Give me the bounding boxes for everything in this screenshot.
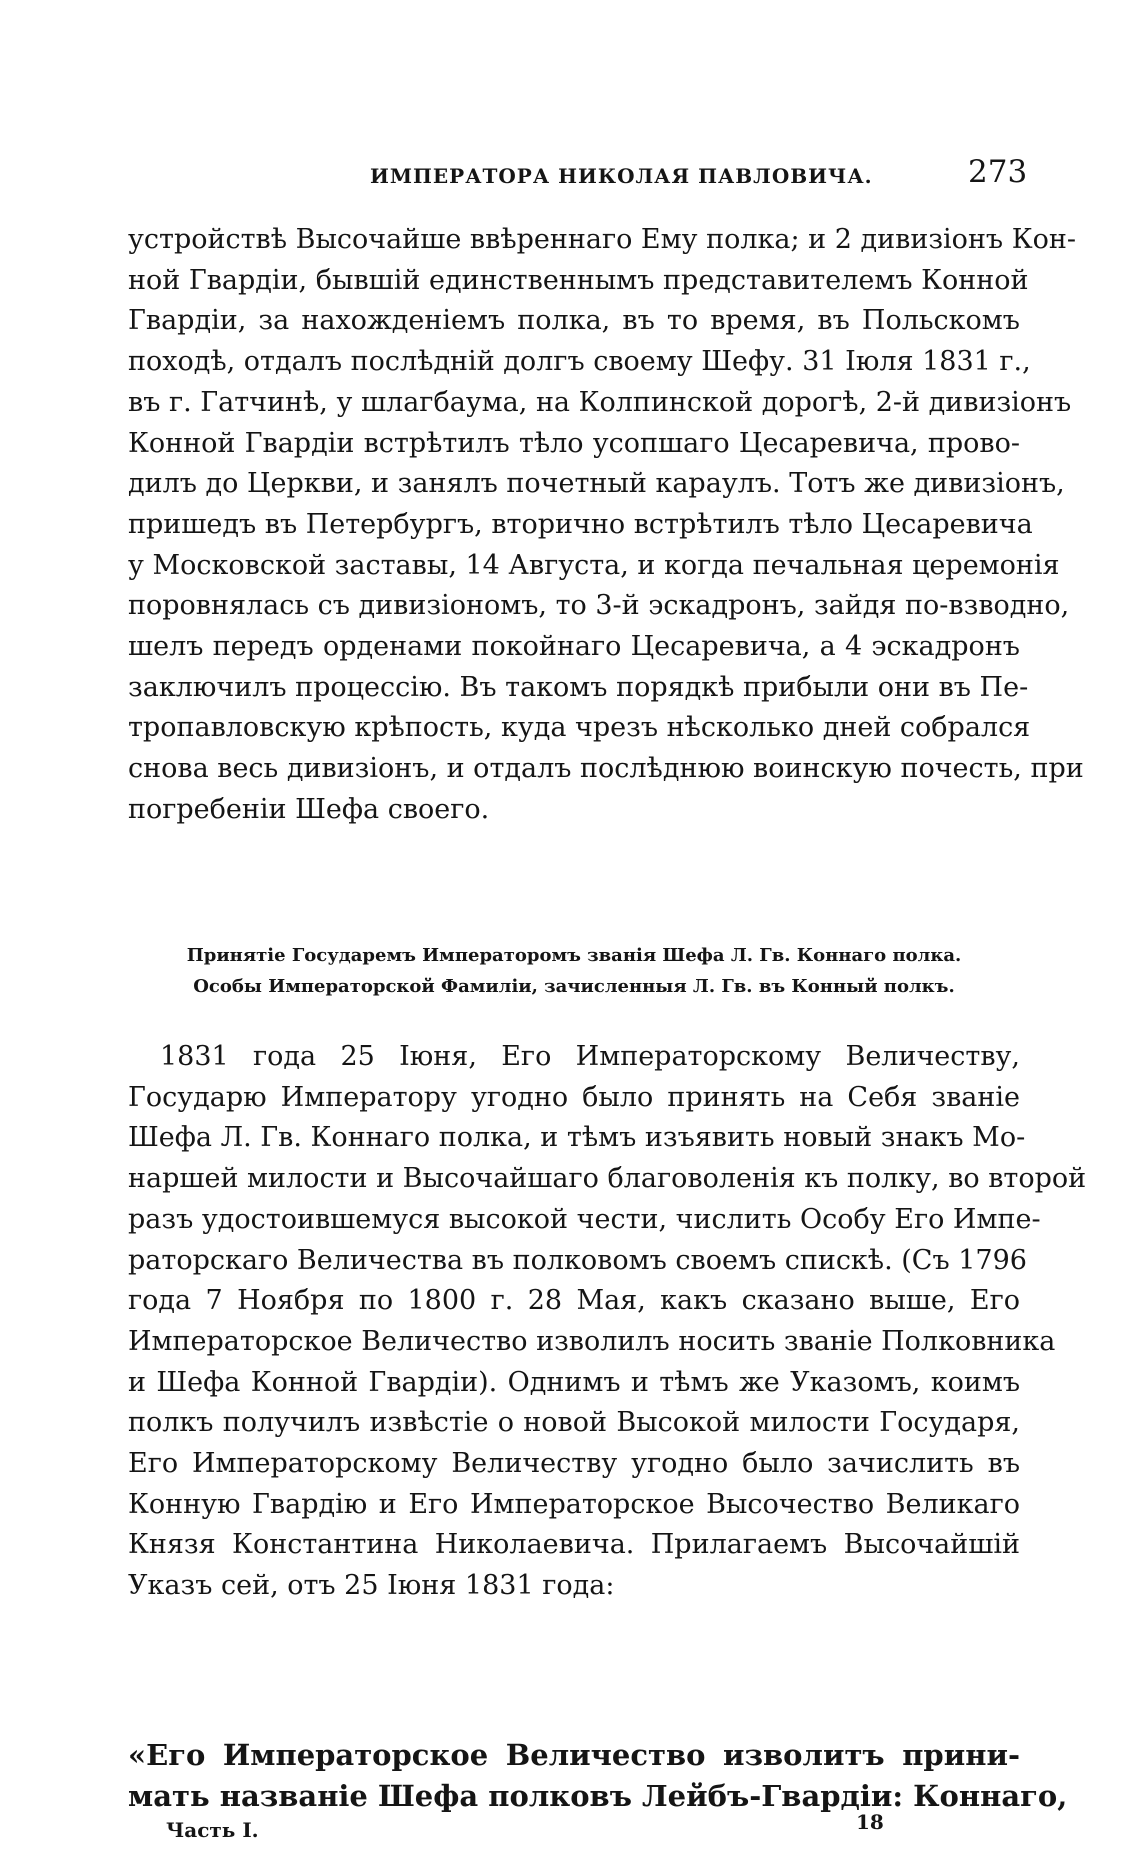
running-head xyxy=(0,150,1140,200)
text-line: ной Гвардіи, бывшій единственнымъ представителемъ Конной xyxy=(128,264,1029,296)
text-line: мать названіе Шефа полковъ Лейбъ-Гвардіи: Коннаго, xyxy=(128,1778,1068,1813)
text-line: разъ удостоившемуся высокой чести, числить Особу Его Импе- xyxy=(128,1203,1041,1235)
text-line: пришедъ въ Петербургъ, вторично встрѣтилъ тѣло Цесаревича xyxy=(128,508,1033,540)
text-line: погребеніи Шефа своего. xyxy=(128,793,490,825)
text-line: Указъ сей, отъ 25 Іюня 1831 года: xyxy=(128,1570,615,1602)
signature-label: Часть I. xyxy=(166,1818,259,1842)
text-line: дилъ до Церкви, и занялъ почетный караулъ. Тотъ же дивизіонъ, xyxy=(128,468,1065,500)
signature-number: 18 xyxy=(856,1810,884,1834)
text-line: въ г. Гатчинѣ, у шлагбаума, на Колпинской дорогѣ, 2-й дивизіонъ xyxy=(128,386,1072,418)
text-line: и Шефа Конной Гвардіи). Однимъ и тѣмъ же Указомъ, коимъ xyxy=(128,1366,1020,1398)
text-line: Императорское Величество изволилъ носить званіе Полковника xyxy=(128,1325,1056,1357)
text-line: 1831 года 25 Іюня, Его Императорскому Величеству, xyxy=(160,1041,1020,1072)
text-line: наршей милости и Высочайшаго благоволенія къ полку, во второй xyxy=(128,1163,1087,1195)
page-footer xyxy=(0,1810,1140,1850)
text-line: Его Императорскому Величеству угодно было зачислить въ xyxy=(128,1448,1020,1480)
text-line: Шефа Л. Гв. Коннаго полка, и тѣмъ изъявить новый знакъ Мо- xyxy=(128,1122,1026,1154)
paragraph-1 xyxy=(128,220,1084,831)
text-line: «Его Императорское Величество изволитъ прини- xyxy=(128,1738,1020,1772)
page-number: 273 xyxy=(968,154,1028,190)
text-line: Гвардіи, за нахожденіемъ полка, въ то время, въ Польскомъ xyxy=(128,305,1020,337)
text-line: устройствѣ Высочайше ввѣреннаго Ему полка; и 2 дивизіонъ Кон- xyxy=(128,224,1076,255)
section-heading xyxy=(128,940,1020,1002)
text-line: походѣ, отдалъ послѣдній долгъ своему Шефу. 31 Іюля 1831 г., xyxy=(128,346,1031,378)
text-line: раторскаго Величества въ полковомъ своемъ спискѣ. (Съ 1796 xyxy=(128,1244,1027,1276)
text-line: шелъ передъ орденами покойнаго Цесаревича, а 4 эскадронъ xyxy=(128,631,1020,663)
text-line: у Московской заставы, 14 Августа, и когда печальная церемонія xyxy=(128,549,1060,581)
text-line: Государю Императору угодно было принять на Себя званіе xyxy=(128,1081,1020,1113)
text-line: полкъ получилъ извѣстіе о новой Высокой милости Государя, xyxy=(128,1407,1020,1439)
text-line: Князя Константина Николаевича. Прилагаемъ Высочайшій xyxy=(128,1529,1020,1561)
text-line: года 7 Ноября по 1800 г. 28 Мая, какъ сказано выше, Его xyxy=(128,1285,1020,1317)
text-line: Конную Гвардію и Его Императорское Высочество Великаго xyxy=(128,1488,1020,1520)
section-heading-line: Принятіе Государемъ Императоромъ званія Шефа Л. Гв. Коннаго полка. xyxy=(186,945,962,966)
text-line: заключилъ процессію. Въ такомъ порядкѣ прибыли они въ Пе- xyxy=(128,671,1029,703)
text-line: поровнялась съ дивизіономъ, то 3-й эскадронъ, зайдя по-взводно, xyxy=(128,590,1070,622)
text-line: Конной Гвардіи встрѣтилъ тѣло усопшаго Цесаревича, прово- xyxy=(128,427,1020,459)
text-line: снова весь дивизіонъ, и отдалъ послѣднюю воинскую почесть, при xyxy=(128,753,1084,785)
paragraph-3 xyxy=(128,1735,1068,1816)
running-title: ИМПЕРАТОРА НИКОЛАЯ ПАВЛОВИЧА. xyxy=(370,164,873,188)
section-heading-line: Особы Императорской Фамиліи, зачисленныя Л. Гв. въ Конный полкъ. xyxy=(193,976,955,997)
text-line: тропавловскую крѣпость, куда чрезъ нѣсколько дней собрался xyxy=(128,712,1031,744)
paragraph-2 xyxy=(128,1037,1087,1607)
